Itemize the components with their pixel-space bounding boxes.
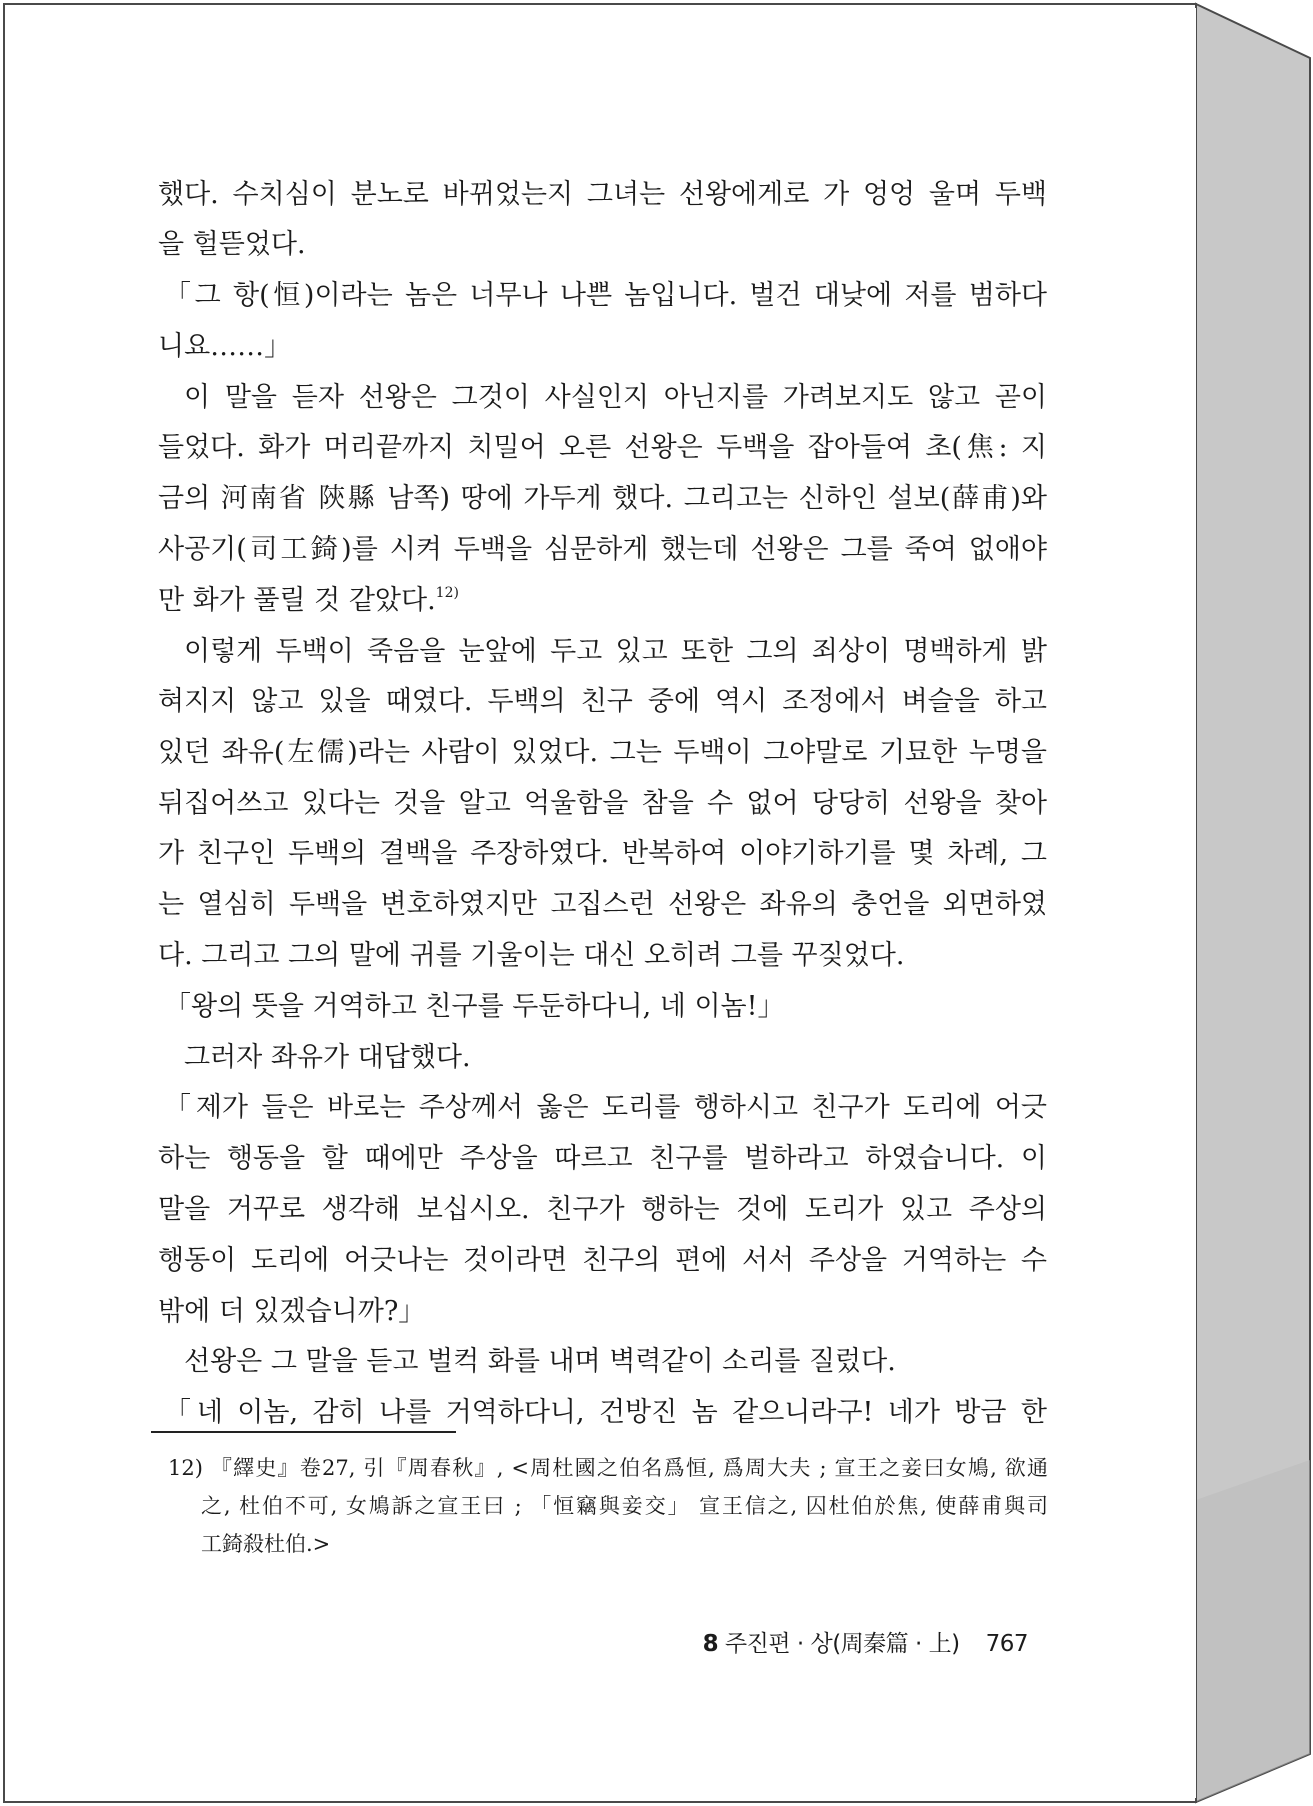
body-line: 말을 거꾸로 생각해 보십시오. 친구가 행하는 것에 도리가 있고 주상의 (158, 1194, 1047, 1225)
running-footer (688, 1625, 1028, 1658)
book-page (8, 8, 1196, 1798)
body-line: 이렇게 두백이 죽음을 눈앞에 두고 있고 또한 그의 죄상이 명백하게 밝 (184, 636, 1047, 667)
page-number: 767 (985, 1631, 1028, 1657)
body-line: 「네 이놈, 감히 나를 거역하다니, 건방진 놈 같으니라구! 네가 방금 한 (164, 1397, 1047, 1428)
body-line: 밖에 더 있겠습니까?」 (158, 1296, 426, 1327)
body-line-text: 만 화가 풀릴 것 같았다. (158, 585, 436, 616)
footnote-reference: 12) (435, 585, 459, 601)
body-line: 혀지지 않고 있을 때였다. 두백의 친구 중에 역시 조정에서 벼슬을 하고 (158, 686, 1047, 717)
body-line: 있던 좌유(左儒)라는 사람이 있었다. 그는 두백이 그야말로 기묘한 누명을 (158, 737, 1047, 768)
body-line: 했다. 수치심이 분노로 바뀌었는지 그녀는 선왕에게로 가 엉엉 울며 두백 (158, 179, 1047, 210)
chapter-number: 8 (702, 1631, 719, 1657)
book-side-shadow (1196, 1460, 1310, 1802)
footnote-number: 12) (168, 1456, 203, 1480)
footnote-text: 『繹史』卷27, 引『周春秋』, <周杜國之伯名爲恒, 爲周大夫 ; 宣王之妾曰女鳩, 欲通 (210, 1456, 1048, 1480)
body-line: 행동이 도리에 어긋나는 것이라면 친구의 편에 서서 주상을 거역하는 수 (158, 1245, 1047, 1276)
body-line: 들었다. 화가 머리끝까지 치밀어 오른 선왕은 두백을 잡아들여 초(焦: 지 (158, 432, 1047, 463)
body-line: 가 친구인 두백의 결백을 주장하였다. 반복하여 이야기하기를 몇 차례, 그 (158, 838, 1047, 869)
footnote-line: 工錡殺杜伯.> (201, 1532, 331, 1556)
footnote-line (168, 1454, 1048, 1482)
body-line: 사공기(司工錡)를 시켜 두백을 심문하게 했는데 선왕은 그를 죽여 없애야 (158, 534, 1047, 565)
body-line: 을 헐뜯었다. (158, 229, 306, 260)
body-line: 그러자 좌유가 대답했다. (184, 1042, 471, 1073)
body-line: 하는 행동을 할 때에만 주상을 따르고 친구를 벌하라고 하였습니다. 이 (158, 1143, 1047, 1174)
body-line: 「그 항(恒)이라는 놈은 너무나 나쁜 놈입니다. 벌건 대낮에 저를 범하다 (164, 280, 1047, 311)
body-line: 금의 河南省 陝縣 남쪽) 땅에 가두게 했다. 그리고는 신하인 설보(薛甫)와 (158, 483, 1047, 514)
footnote-divider (151, 1431, 456, 1433)
body-line: 「제가 들은 바로는 주상께서 옳은 도리를 행하시고 친구가 도리에 어긋 (164, 1092, 1047, 1123)
body-line: 이 말을 듣자 선왕은 그것이 사실인지 아닌지를 가려보지도 않고 곧이 (184, 382, 1047, 413)
body-line-with-footnote-ref (158, 584, 1047, 618)
footnote-line: 之, 杜伯不可, 女鳩訴之宣王曰 ; 「恒竊與妾交」 宣王信之, 囚杜伯於焦, 使薛甫與司 (201, 1494, 1048, 1518)
body-line: 뒤집어쓰고 있다는 것을 알고 억울함을 참을 수 없어 당당히 선왕을 찾아 (158, 788, 1047, 819)
body-line: 는 열심히 두백을 변호하였지만 고집스런 선왕은 좌유의 충언을 외면하였 (158, 889, 1047, 920)
body-line: 다. 그리고 그의 말에 귀를 기울이는 대신 오히려 그를 꾸짖었다. (158, 940, 905, 971)
chapter-title: 주진편 · 상(周秦篇 · 上) (724, 1631, 960, 1657)
body-line: 선왕은 그 말을 듣고 벌컥 화를 내며 벽력같이 소리를 질렀다. (184, 1346, 896, 1377)
body-line: 니요……」 (158, 331, 292, 362)
body-line: 「왕의 뜻을 거역하고 친구를 두둔하다니, 네 이놈!」 (164, 991, 785, 1022)
